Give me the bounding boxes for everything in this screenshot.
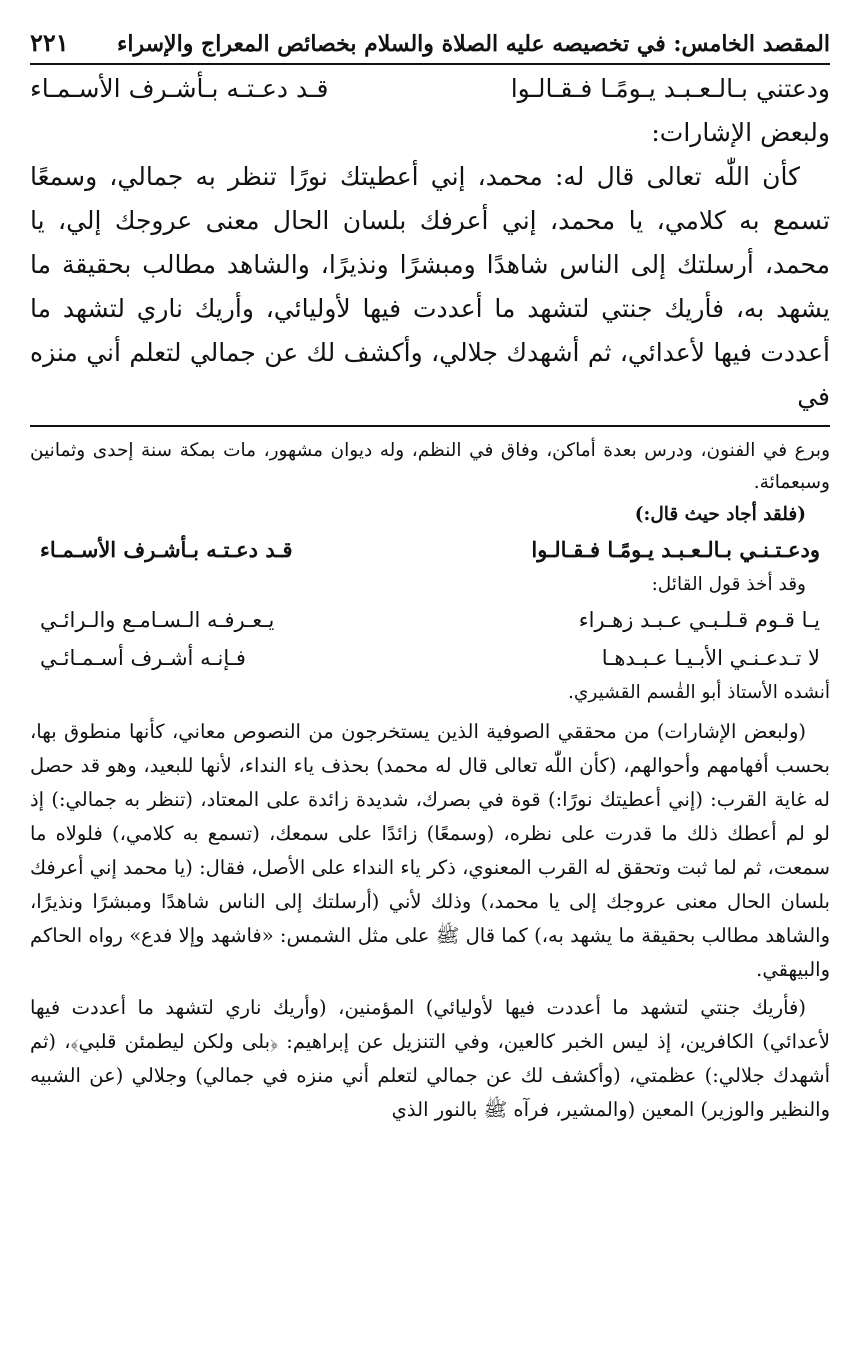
main-verse: [30, 67, 830, 111]
main-text: [30, 67, 830, 419]
chapter-title: المقصد الخامس: في تخصيصه عليه الصلاة والسلام بخصائص المعراج والإسراء: [117, 31, 830, 57]
footnote-verse-1: [30, 531, 830, 569]
footnote-text: وبرع في الفنون، ودرس بعدة أماكن، وفاق في النظم، وله ديوان مشهور، مات بمكة سنة إحدى وثمانين وسبعمائة.: [30, 440, 830, 493]
footnote-verse-1-second: قـد دعـتـه بـأشـرف الأسـمـاء: [40, 537, 293, 562]
verse-first-hemistich: ودعتني بـالـعـبـد يـومًـا فـقـالـوا: [510, 74, 830, 103]
running-header: [30, 28, 830, 59]
footnote-verse-2: [30, 601, 830, 639]
footnote-quote-intro: (فلقد أجاد حيث قال:): [634, 504, 806, 525]
footnote-verse-1-first: ودعـتـنـي بـالـعـبـد يـومًـا فـقـالـوا: [531, 537, 820, 562]
footnote-verse-3-first: لا تـدعـنـي الأبـيـا عـبـدهـا: [601, 646, 820, 670]
footnote-block: [30, 435, 830, 709]
main-paragraph: كأن اللّٰه تعالى قال له: محمد، إني أعطيتك نورًا تنظر به جمالي، وسمعًا تسمع به كلامي، يا محمد، إني أعرفك بلسان الحال معنى عروجك إلي، يا محمد، أرسلتك إلى الناس شاهدًا ومبشرًا ونذيرًا، والشاهد مطالب بحقيقة ما يشهد به، فأريك جنتي لتشهد ما أعددت فيها لأوليائي، وأريك ناري لتشهد ما أعددت فيها لأعدائي، ثم أشهدك جلالي، وأكشف لك عن جمالي لتعلم أني منزه في: [30, 162, 830, 411]
page-number: ٢٢١: [30, 28, 69, 57]
footnote-verse-3: [30, 639, 830, 677]
footnote-attribution: أنشده الأستاذ أبو القٰسم القشيري.: [568, 682, 830, 703]
commentary-paragraph-1: (ولبعض الإشارات) من محققي الصوفية الذين يستخرجون من النصوص معاني، كأنها منطوق بها، بحسب أفهامهم وأحوالهم، (كأن اللّٰه تعالى قال له محمد) بحذف ياء النداء، لأنها للبعيد، وهو قد حصل له غاية القرب: (إني أعطيتك نورًا:) قوة في بصرك، شديدة زائدة على المعتاد، (تنظر به جمالي:) إذ لو لم أعطك ذلك ما قدرت على نظره، (وسمعًا) زائدًا على سمعك، (تسمع به كلامي،) فلولاه ما سمعت، ثم لما ثبت وتحقق له القرب المعنوي، ذكر ياء النداء على الأصل، فقال: (يا محمد إني أعرفك بلسان الحال معنى عروجك إلى يا محمد،) وذلك لأني (أرسلتك إلى الناس شاهدًا ومبشرًا ونذيرًا، والشاهد مطالب بحقيقة ما يشهد به،) كما قال ﷺ على مثل الشمس: «فاشهد وإلا فدع» رواه الحاكم والبيهقي.: [30, 720, 830, 981]
header-rule: [30, 63, 830, 65]
verse-second-hemistich: قـد دعـتـه بـأشـرف الأسـمـاء: [30, 74, 329, 103]
footnote-rule: [30, 425, 830, 427]
commentary-paragraph-2: (فأريك جنتي لتشهد ما أعددت فيها لأوليائي) المؤمنين، (وأريك ناري لتشهد ما أعددت فيها لأعدائي) الكافرين، إذ ليس الخبر كالعين، وفي التنزيل عن إبراهيم: ﴿بلى ولكن ليطمئن قلبي﴾، (ثم أشهدك جلالي:) عظمتي، (وأكشف لك عن جمالي لتعلم أني منزه في جمالي) وجلالي (عن الشبيه والنظير والوزير) المعين (والمشير، فرآه ﷺ بالنور الذي: [30, 996, 830, 1121]
footnote-quote-source: وقد أخذ قول القائل:: [651, 574, 806, 595]
footnote-verse-2-second: يـعـرفـه الـسـامـع والـرائـي: [40, 608, 275, 632]
main-line: ولبعض الإشارات:: [651, 118, 830, 147]
commentary-block: [30, 715, 830, 1127]
footnote-verse-2-first: يـا قـوم قـلـبـي عـبـد زهـراء: [578, 608, 820, 632]
footnote-verse-3-second: فـإنـه أشـرف أسـمـائـي: [40, 646, 246, 670]
